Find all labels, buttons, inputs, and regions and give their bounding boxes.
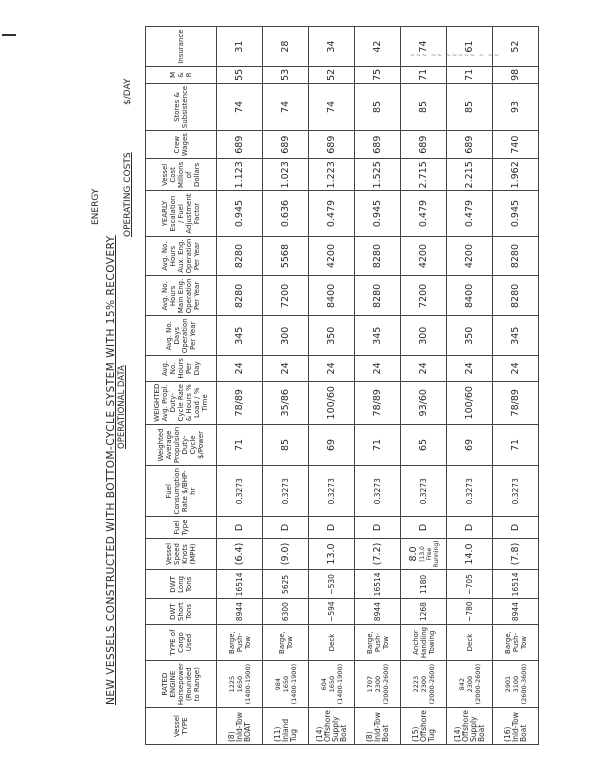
vessel-type-cell (309, 708, 355, 745)
fuel-type-cell: D (217, 517, 263, 538)
vessel-cost-cell: 2.715 (401, 159, 447, 191)
header-fuel-type: Fuel Type (146, 517, 217, 538)
hp-code: 1225 (227, 675, 236, 693)
mr-cell: 71 (401, 66, 447, 83)
hours-aux-cell: 8280 (493, 236, 539, 276)
weighted-power-cell: 71 (493, 424, 539, 465)
dwt-short-cell: 8944 (217, 599, 263, 625)
header-weighted-duty: WEIGHTED Avg. Propl. Duty-Cycle Rate & Hours % Load / % Time (146, 381, 217, 424)
rotated-table-sheet (91, 29, 528, 745)
hp-code: 2901 (503, 675, 512, 693)
header-dwt-long: DWT Long Tons (146, 570, 217, 599)
fuel-rate-cell: 0.3273 (493, 466, 539, 517)
hours-day-cell: 24 (493, 356, 539, 382)
rated-hp-cell (401, 661, 447, 708)
weighted-power-cell: 69 (309, 424, 355, 465)
header-row (146, 27, 217, 745)
speed-note: (13.0 Free Running) (418, 540, 440, 568)
header-rated-hp: RATED ENGINE Horsepower (Rounded to Range) (146, 661, 217, 708)
factor-cell: 0.945 (493, 191, 539, 236)
header-vessel-cost: Vessel Cost Millions of Dollars (146, 159, 217, 191)
stores-cell: 85 (401, 83, 447, 130)
header-weighted-power: Weighted Average Propulsion Duty-Cycle $/Power (146, 424, 217, 465)
speed-value: 14.0 (464, 543, 475, 565)
table-row (447, 27, 493, 745)
insurance-cell: 34 (309, 27, 355, 66)
weighted-power-cell: 71 (355, 424, 401, 465)
header-vessel-type: Vessel TYPE (146, 708, 217, 745)
cargo-type-cell: Barge, Push-Tow (217, 624, 263, 660)
hp-code: 2223 (411, 675, 420, 693)
insurance-cell: 28 (263, 27, 309, 66)
hours-aux-cell: 8280 (217, 236, 263, 276)
dwt-long-cell: 5625 (263, 570, 309, 599)
vessel-type-cell (447, 708, 493, 745)
factor-cell: 0.479 (401, 191, 447, 236)
cargo-type-cell: Deck (309, 624, 355, 660)
rated-hp-cell (217, 661, 263, 708)
vessel-id: (14) (452, 726, 462, 742)
hp-code: 1707 (365, 675, 374, 693)
speed-cell (447, 538, 493, 570)
vessel-type-label: Inld-Tow Boat (510, 712, 528, 742)
hours-aux-cell: 8280 (355, 236, 401, 276)
mr-cell: 55 (217, 66, 263, 83)
fuel-rate-cell: 0.3273 (217, 466, 263, 517)
rated-hp-cell (493, 661, 539, 708)
hours-day-cell: 24 (355, 356, 401, 382)
speed-cell (217, 538, 263, 570)
fuel-type-cell: D (447, 517, 493, 538)
hours-aux-cell: 4200 (447, 236, 493, 276)
hp-range: (1400-1900) (335, 663, 344, 705)
weighted-duty-cell: 78/89 (493, 381, 539, 424)
weighted-power-cell: 85 (263, 424, 309, 465)
hours-day-cell: 24 (217, 356, 263, 382)
weighted-duty-cell: 100/60 (447, 381, 493, 424)
days-year-cell: 300 (401, 316, 447, 356)
speed-value: 13.0 (326, 543, 337, 565)
operational-data-heading: OPERATIONAL DATA (117, 365, 127, 449)
hp-code: 984 (273, 677, 282, 691)
vessel-type-label: Inld-Tow BOAT (234, 712, 252, 742)
insurance-cell: 31 (217, 27, 263, 66)
days-year-cell: 300 (263, 316, 309, 356)
header-hours-aux: Avg. No. Hours Aux. Eng. Operation Per Year (146, 236, 217, 276)
vessel-type-cell (401, 708, 447, 745)
header-insurance: Insurance (146, 27, 217, 66)
crew-cell: 689 (309, 131, 355, 159)
vessel-type-cell (493, 708, 539, 745)
rated-hp-cell (263, 661, 309, 708)
header-mr: M & R (146, 66, 217, 83)
dwt-long-cell: 16514 (493, 570, 539, 599)
insurance-cell: 61 (447, 27, 493, 66)
operating-costs-heading: OPERATING COSTS (123, 152, 133, 237)
hp-value: 1650 (281, 675, 290, 693)
hours-day-cell: 24 (309, 356, 355, 382)
speed-value: (6.4) (234, 542, 245, 566)
speed-value: 8.0 (407, 546, 419, 562)
crew-cell: 689 (401, 131, 447, 159)
fuel-type-cell: D (263, 517, 309, 538)
vessel-type-label: Inld-Tow Boat (372, 712, 390, 742)
hours-aux-cell: 4200 (309, 236, 355, 276)
vessel-cost-cell: 1.023 (263, 159, 309, 191)
table-row (493, 27, 539, 745)
hours-day-cell: 24 (447, 356, 493, 382)
hp-value: 2300 (465, 675, 474, 693)
speed-cell (401, 538, 447, 570)
days-year-cell: 350 (309, 316, 355, 356)
cargo-type-cell: Barge, Push-Tow (493, 624, 539, 660)
stores-cell: 85 (447, 83, 493, 130)
hours-day-cell: 24 (401, 356, 447, 382)
vessel-type-cell (217, 708, 263, 745)
table-row (401, 27, 447, 745)
fuel-rate-cell: 0.3273 (263, 466, 309, 517)
weighted-duty-cell: 93/60 (401, 381, 447, 424)
vessel-type-cell (263, 708, 309, 745)
vessel-type-label: Inland Tug (280, 718, 298, 742)
dwt-long-cell: 1180 (401, 570, 447, 599)
fuel-rate-cell: 0.3273 (355, 466, 401, 517)
crew-cell: 740 (493, 131, 539, 159)
weighted-duty-cell: 78/89 (217, 381, 263, 424)
title-energy-insert: ENERGY (91, 188, 101, 225)
mr-cell: 75 (355, 66, 401, 83)
days-year-cell: 345 (493, 316, 539, 356)
header-dwt-short: DWT Short Tons (146, 599, 217, 625)
header-fuel-rate: Fuel Consumption Rate $/BHP-hr (146, 466, 217, 517)
cargo-type-cell: Anchor Handling Towing (401, 624, 447, 660)
dwt-short-cell: ~780 (447, 599, 493, 625)
hp-value: 1650 (327, 675, 336, 693)
hp-range: (2000-2600) (381, 663, 390, 705)
stores-cell: 85 (355, 83, 401, 130)
dwt-long-cell: ~705 (447, 570, 493, 599)
vessel-id: (8) (226, 731, 236, 742)
mr-cell: 71 (447, 66, 493, 83)
vessel-cost-cell: 1.525 (355, 159, 401, 191)
crew-cell: 689 (355, 131, 401, 159)
speed-cell (309, 538, 355, 570)
fuel-type-cell: D (401, 517, 447, 538)
mr-cell: 53 (263, 66, 309, 83)
factor-cell: 0.479 (447, 191, 493, 236)
crew-cell: 689 (263, 131, 309, 159)
fuel-type-cell: D (493, 517, 539, 538)
vessel-data-table (145, 26, 539, 745)
speed-value: (7.2) (372, 542, 383, 566)
vessel-cost-cell: 1.962 (493, 159, 539, 191)
fuel-type-cell: D (355, 517, 401, 538)
factor-cell: 0.636 (263, 191, 309, 236)
speed-value: (7.8) (510, 542, 521, 566)
header-crew: Crew Wages (146, 131, 217, 159)
dwt-short-cell: 8944 (493, 599, 539, 625)
stores-cell: 93 (493, 83, 539, 130)
vessel-type-label: Offshore Supply Boat (322, 710, 348, 742)
weighted-duty-cell: 100/60 (309, 381, 355, 424)
cargo-type-cell: Deck (447, 624, 493, 660)
table-row (263, 27, 309, 745)
hours-main-cell: 8280 (355, 276, 401, 316)
header-stores: Stores & Subsistence (146, 83, 217, 130)
weighted-duty-cell: 35/86 (263, 381, 309, 424)
mr-cell: 52 (309, 66, 355, 83)
factor-cell: 0.945 (217, 191, 263, 236)
table-row (355, 27, 401, 745)
hours-main-cell: 8280 (493, 276, 539, 316)
dwt-short-cell: 8944 (355, 599, 401, 625)
header-hours-main: Avg. No. Hours Main Eng. Operation Per Year (146, 276, 217, 316)
hours-day-cell: 24 (263, 356, 309, 382)
hp-range: (2000-2600) (427, 663, 436, 705)
speed-cell (355, 538, 401, 570)
dwt-long-cell: 16514 (217, 570, 263, 599)
hp-value: 2300 (419, 675, 428, 693)
vessel-id: (16) (502, 726, 512, 742)
hp-range: (2600-3600) (519, 663, 528, 705)
dwt-long-cell: 16514 (355, 570, 401, 599)
weighted-duty-cell: 78/89 (355, 381, 401, 424)
days-year-cell: 350 (447, 316, 493, 356)
cost-unit-heading: $/DAY (123, 78, 133, 105)
cargo-type-cell: Barge, Tow (263, 624, 309, 660)
rated-hp-cell (355, 661, 401, 708)
insurance-cell: 42 (355, 27, 401, 66)
dwt-short-cell: 6300 (263, 599, 309, 625)
table-row (217, 27, 263, 745)
stores-cell: 74 (263, 83, 309, 130)
cargo-type-cell: Barge, Push-Tow (355, 624, 401, 660)
vessel-cost-cell: 1.223 (309, 159, 355, 191)
insurance-cell: 74 (401, 27, 447, 66)
fuel-rate-cell: 0.3273 (309, 466, 355, 517)
vessel-cost-cell: 2.215 (447, 159, 493, 191)
factor-cell: 0.479 (309, 191, 355, 236)
vessel-type-cell (355, 708, 401, 745)
weighted-power-cell: 65 (401, 424, 447, 465)
weighted-power-cell: 71 (217, 424, 263, 465)
insurance-cell: 52 (493, 27, 539, 66)
speed-cell (493, 538, 539, 570)
hours-aux-cell: 4200 (401, 236, 447, 276)
header-hours-day: Avg. No. Hours Per Day (146, 356, 217, 382)
dwt-long-cell: ~530 (309, 570, 355, 599)
hp-range: (1400-1900) (243, 663, 252, 705)
dwt-short-cell: 1268 (401, 599, 447, 625)
speed-cell (263, 538, 309, 570)
hp-value: 3100 (511, 675, 520, 693)
hours-main-cell: 7200 (263, 276, 309, 316)
hp-range: (2000-2600) (473, 663, 482, 705)
page-title: NEW VESSELS CONSTRUCTED WITH BOTTOM-CYCLE SYSTEM WITH 15% RECOVERY (105, 235, 117, 705)
days-year-cell: 345 (217, 316, 263, 356)
rated-hp-cell (309, 661, 355, 708)
fuel-rate-cell: 0.3273 (401, 466, 447, 517)
dwt-short-cell: ~594 (309, 599, 355, 625)
rated-hp-cell (447, 661, 493, 708)
vessel-id: (8) (364, 731, 374, 742)
vessel-type-label: Offshore Tug (418, 710, 436, 742)
hours-main-cell: 8400 (309, 276, 355, 316)
header-yearly-factor: YEARLY Escalation / Fuel Adjustment Factor (146, 191, 217, 236)
vessel-type-label: Offshore Supply Boat (460, 710, 486, 742)
hours-main-cell: 7200 (401, 276, 447, 316)
header-cargo-type: TYPE of Cargo Used (146, 624, 217, 660)
stores-cell: 74 (309, 83, 355, 130)
hp-range: (1400-1900) (289, 663, 298, 705)
scan-artifact-text: ~~~ ~~ ~~~~~ ~ ~~ (410, 52, 500, 59)
mr-cell: 98 (493, 66, 539, 83)
days-year-cell: 345 (355, 316, 401, 356)
hp-value: 1650 (235, 675, 244, 693)
hours-main-cell: 8400 (447, 276, 493, 316)
hp-value: 2300 (373, 675, 382, 693)
factor-cell: 0.945 (355, 191, 401, 236)
speed-value: (9.0) (280, 542, 291, 566)
table-row (309, 27, 355, 745)
header-days-year: Avg. No. Days Operation Per Year (146, 316, 217, 356)
vessel-id: (15) (410, 726, 420, 742)
weighted-power-cell: 69 (447, 424, 493, 465)
crew-cell: 689 (447, 131, 493, 159)
margin-dash (2, 34, 16, 36)
hp-code: 604 (319, 677, 328, 691)
vessel-id: (11) (272, 726, 282, 742)
hours-aux-cell: 5568 (263, 236, 309, 276)
vessel-id: (14) (314, 726, 324, 742)
crew-cell: 689 (217, 131, 263, 159)
header-speed: Vessel Speed Knots (MPH) (146, 538, 217, 570)
fuel-type-cell: D (309, 517, 355, 538)
hp-code: 842 (457, 677, 466, 691)
stores-cell: 74 (217, 83, 263, 130)
hours-main-cell: 8280 (217, 276, 263, 316)
vessel-cost-cell: 1.123 (217, 159, 263, 191)
fuel-rate-cell: 0.3273 (447, 466, 493, 517)
